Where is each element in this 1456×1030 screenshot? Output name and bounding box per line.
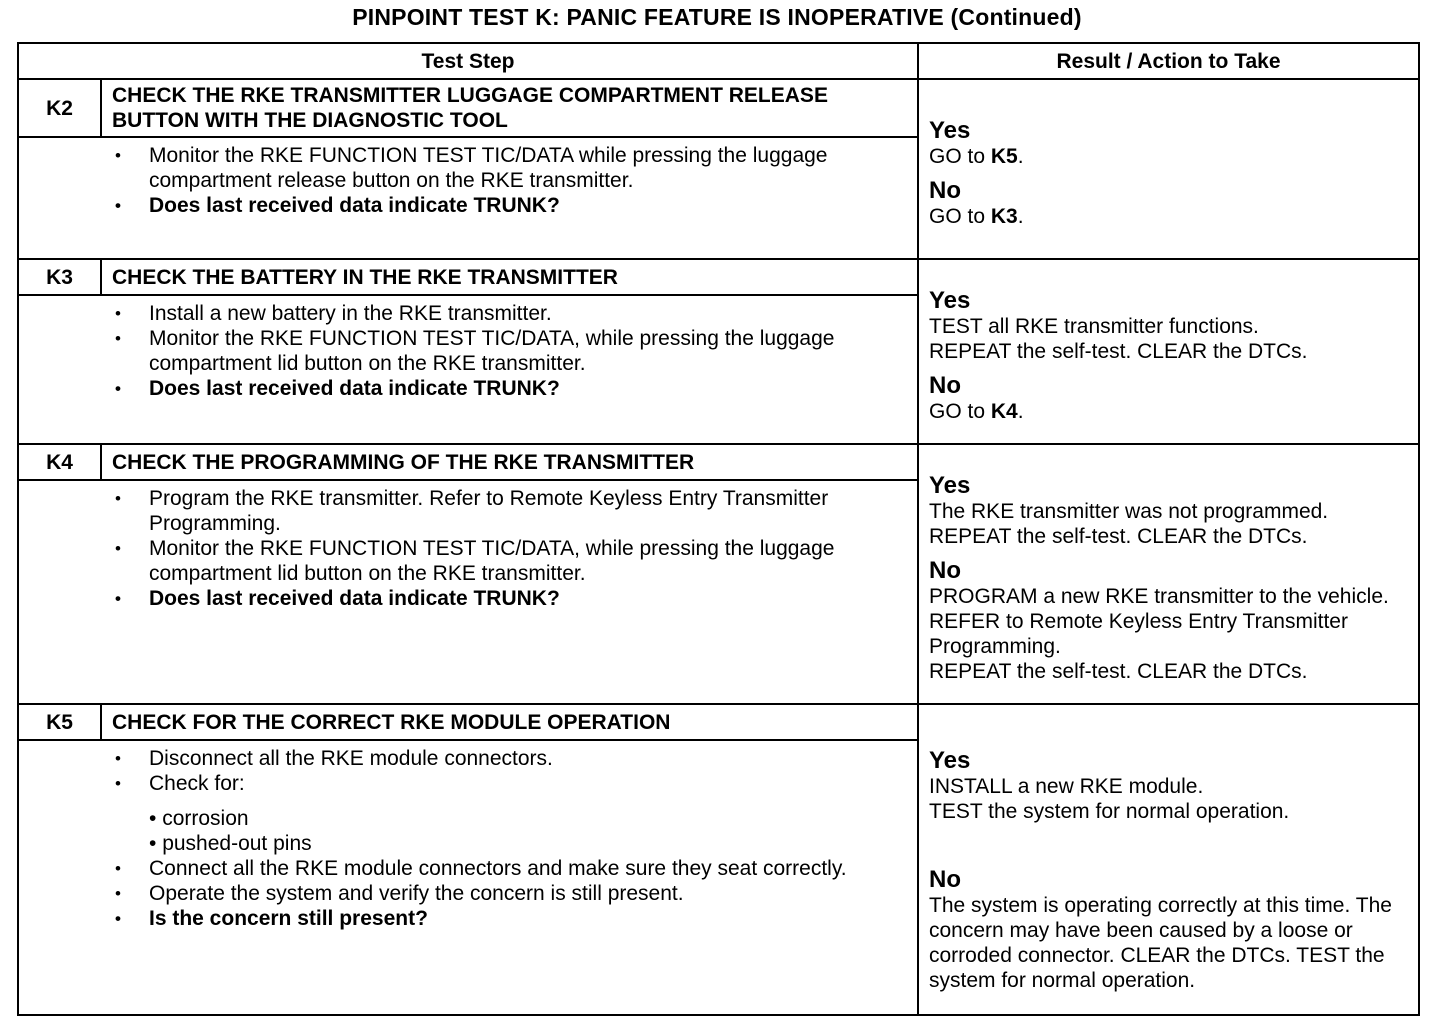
list-item: • Install a new battery in the RKE transmitter. xyxy=(115,301,907,326)
yes-label: Yes xyxy=(929,747,971,774)
step-k2-content xyxy=(18,137,918,259)
step-heading: CHECK THE RKE TRANSMITTER LUGGAGE COMPARTMENT RELEASE BUTTON WITH THE DIAGNOSTIC TOOL xyxy=(101,79,918,137)
no-line: PROGRAM a new RKE transmitter to the vehicle. REFER to Remote Keyless Entry Transmitter Programming. xyxy=(929,585,1389,658)
step-id: K3 xyxy=(18,259,101,295)
list-item: • Operate the system and verify the concern is still present. xyxy=(115,881,907,906)
step-heading: CHECK FOR THE CORRECT RKE MODULE OPERATION xyxy=(101,704,918,740)
header-result: Result / Action to Take xyxy=(918,43,1419,79)
no-line: The system is operating correctly at this time. The concern may have been caused by a loose or corroded connector. CLEAR the DTCs. TEST the system for normal operation. xyxy=(929,894,1392,992)
yes-label: Yes xyxy=(929,117,971,144)
yes-label: Yes xyxy=(929,287,971,314)
no-label: No xyxy=(929,372,961,399)
list-item-question: • Does last received data indicate TRUNK? xyxy=(115,193,907,218)
list-item: • Monitor the RKE FUNCTION TEST TIC/DATA while pressing the luggage compartment release button on the RKE transmitter. xyxy=(115,143,907,193)
step-k3-result: Yes TEST all RKE transmitter functions. REPEAT the self-test. CLEAR the DTCs. No GO to K4. xyxy=(918,259,1419,444)
yes-label: Yes xyxy=(929,472,971,499)
sub-list-item: • corrosion xyxy=(149,806,907,831)
step-k5-content xyxy=(18,740,918,1015)
list-item: • Monitor the RKE FUNCTION TEST TIC/DATA, while pressing the luggage compartment lid button on the RKE transmitter. xyxy=(115,536,907,586)
yes-line: TEST the system for normal operation. xyxy=(929,800,1290,823)
step-k2-head-row xyxy=(18,79,1419,137)
yes-line: The RKE transmitter was not programmed. xyxy=(929,500,1329,523)
step-id: K4 xyxy=(18,444,101,480)
sub-list xyxy=(149,806,907,856)
step-k4-head-row xyxy=(18,444,1419,480)
list-item-check-for xyxy=(115,771,907,856)
list-item-question: • Does last received data indicate TRUNK? xyxy=(115,586,907,611)
step-k4-result xyxy=(918,444,1419,704)
yes-target: K5 xyxy=(990,145,1018,168)
list-item: • Program the RKE transmitter. Refer to Remote Keyless Entry Transmitter Programming. xyxy=(115,486,907,536)
yes-line: REPEAT the self-test. CLEAR the DTCs. xyxy=(929,340,1308,363)
no-label: No xyxy=(929,557,961,584)
no-text: GO to xyxy=(929,400,991,423)
list-item: • Disconnect all the RKE module connectors. xyxy=(115,746,907,771)
page-title: PINPOINT TEST K: PANIC FEATURE IS INOPERATIVE (Continued) xyxy=(352,4,1082,30)
list-item: • Connect all the RKE module connectors and make sure they seat correctly. xyxy=(115,856,907,881)
step-k4-content xyxy=(18,480,918,704)
step-heading: CHECK THE BATTERY IN THE RKE TRANSMITTER xyxy=(101,259,918,295)
yes-text: GO to xyxy=(929,145,991,168)
step-k5-result xyxy=(918,704,1419,1015)
step-id: K5 xyxy=(18,704,101,740)
no-label: No xyxy=(929,177,961,204)
step-k3-head-row xyxy=(18,259,1419,295)
step-heading: CHECK THE PROGRAMMING OF THE RKE TRANSMITTER xyxy=(101,444,918,480)
header-test-step: Test Step xyxy=(18,43,918,79)
yes-line: REPEAT the self-test. CLEAR the DTCs. xyxy=(929,525,1308,548)
check-for-label: Check for: xyxy=(149,772,245,795)
no-target: K4 xyxy=(990,400,1018,423)
no-line: REPEAT the self-test. CLEAR the DTCs. xyxy=(929,660,1308,683)
step-k5-head-row xyxy=(18,704,1419,740)
step-k2-result: Yes GO to K5. No GO to K3. xyxy=(918,79,1419,259)
no-text: GO to xyxy=(929,205,991,228)
pinpoint-test-table xyxy=(17,42,1420,1016)
list-item-question: • Does last received data indicate TRUNK? xyxy=(115,376,907,401)
step-k3-content xyxy=(18,295,918,444)
sub-list-item: • pushed-out pins xyxy=(149,831,907,856)
list-item: • Monitor the RKE FUNCTION TEST TIC/DATA, while pressing the luggage compartment lid button on the RKE transmitter. xyxy=(115,326,907,376)
yes-line: INSTALL a new RKE module. xyxy=(929,775,1204,798)
yes-line: TEST all RKE transmitter functions. xyxy=(929,315,1259,338)
step-id: K2 xyxy=(18,79,101,137)
list-item-question: • Is the concern still present? xyxy=(115,906,907,931)
table-header-row xyxy=(18,43,1419,79)
no-target: K3 xyxy=(990,205,1018,228)
no-label: No xyxy=(929,866,961,893)
